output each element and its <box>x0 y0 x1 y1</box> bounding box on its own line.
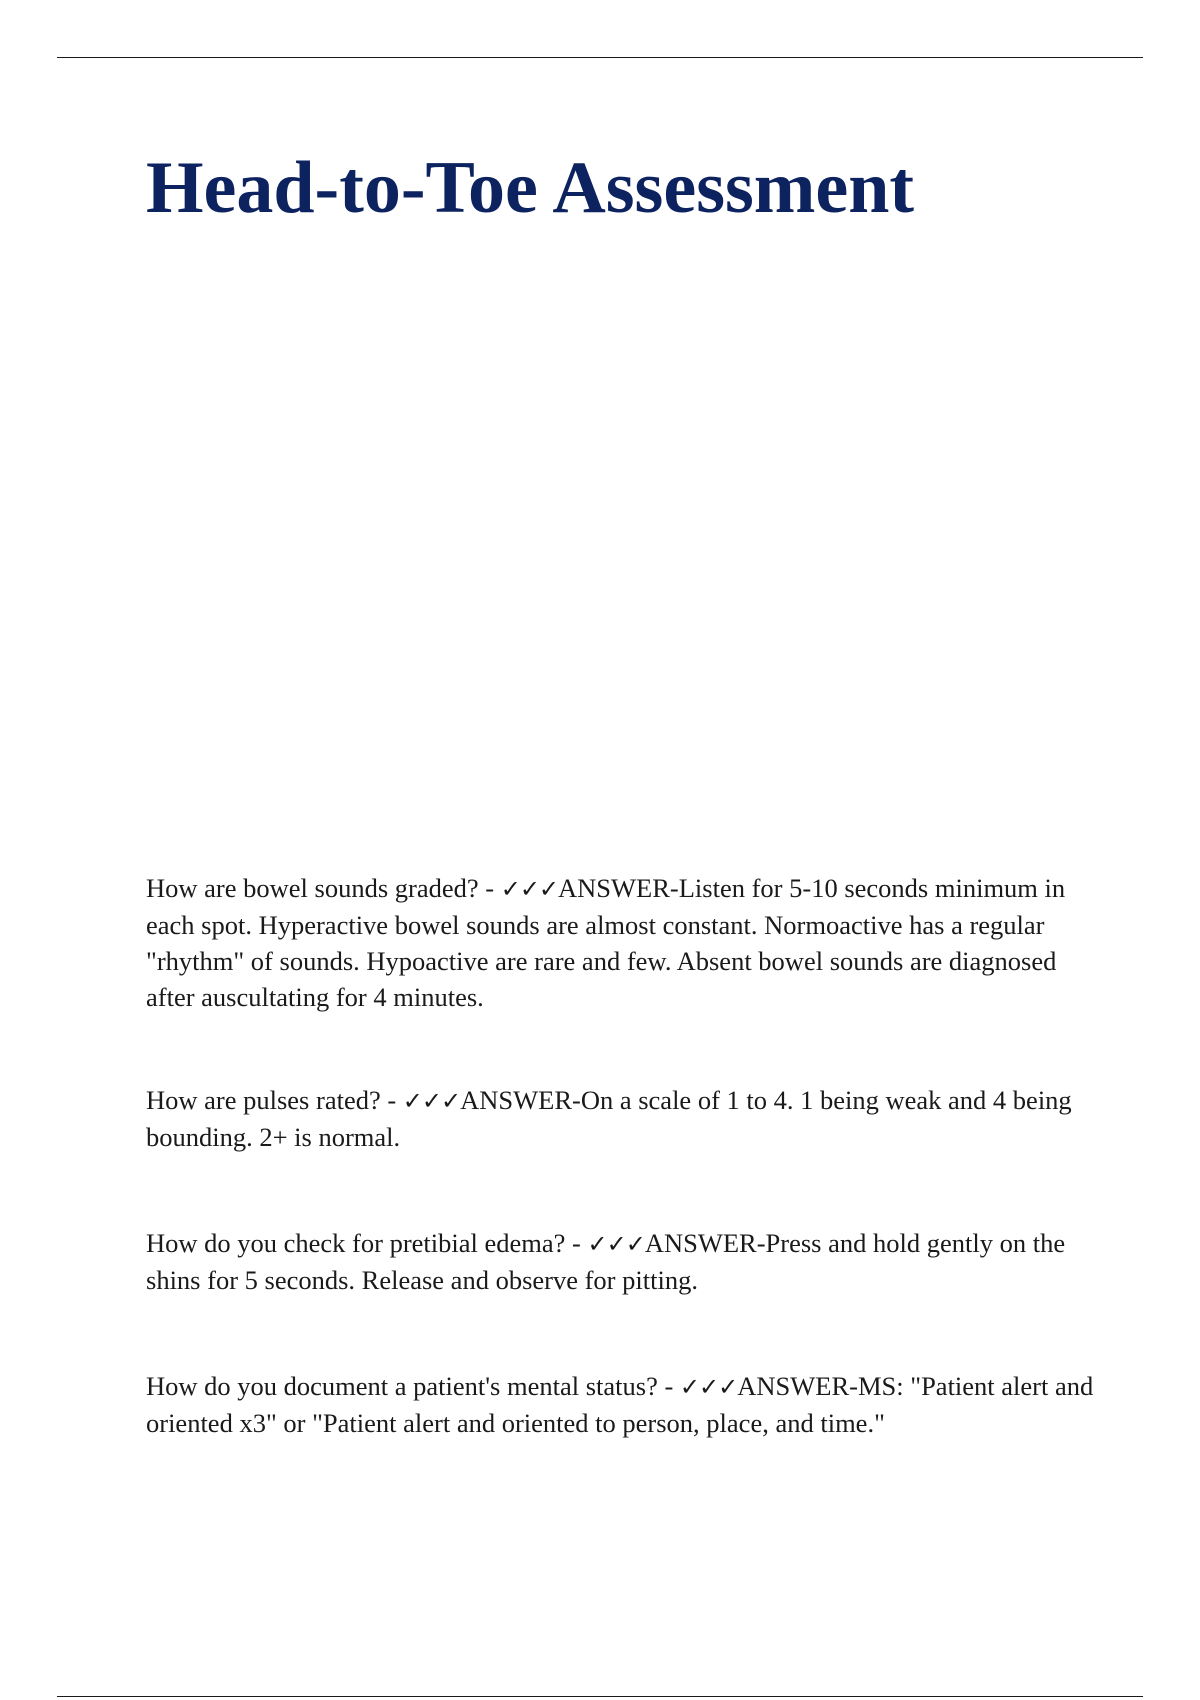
answer-text: ANSWER-On a scale of 1 to 4. 1 being weak and 4 being bounding. 2+ is normal. <box>146 1085 1072 1152</box>
answer-text: ANSWER-Listen for 5-10 seconds minimum in each spot. Hyperactive bowel sounds are almost constant. Normoactive has a regular "rhythm" of sounds. Hypoactive are rare and few. Absent bowel sounds are diagnosed after auscultating for 4 minutes. <box>146 873 1066 1012</box>
check-marks-icon: ✓✓✓ <box>402 1087 461 1115</box>
check-marks-icon: ✓✓✓ <box>500 875 559 903</box>
bottom-rule <box>57 1696 1143 1697</box>
qa-item <box>146 1368 1096 1441</box>
top-rule <box>57 57 1143 58</box>
question-text: How are pulses rated? - <box>146 1085 403 1115</box>
answer-text: ANSWER-MS: "Patient alert and oriented x3" or "Patient alert and oriented to person, place, and time." <box>146 1371 1094 1438</box>
question-text: How are bowel sounds graded? - <box>146 873 501 903</box>
qa-item <box>146 870 1096 1015</box>
answer-text: ANSWER-Press and hold gently on the shins for 5 seconds. Release and observe for pitting. <box>146 1228 1066 1295</box>
qa-item <box>146 1225 1096 1298</box>
qa-item <box>146 1082 1096 1155</box>
check-marks-icon: ✓✓✓ <box>587 1230 645 1258</box>
question-text: How do you document a patient's mental status? - <box>146 1371 680 1401</box>
question-text: How do you check for pretibial edema? - <box>146 1228 588 1258</box>
document-title: Head-to-Toe Assessment <box>146 147 915 229</box>
check-marks-icon: ✓✓✓ <box>679 1373 738 1401</box>
